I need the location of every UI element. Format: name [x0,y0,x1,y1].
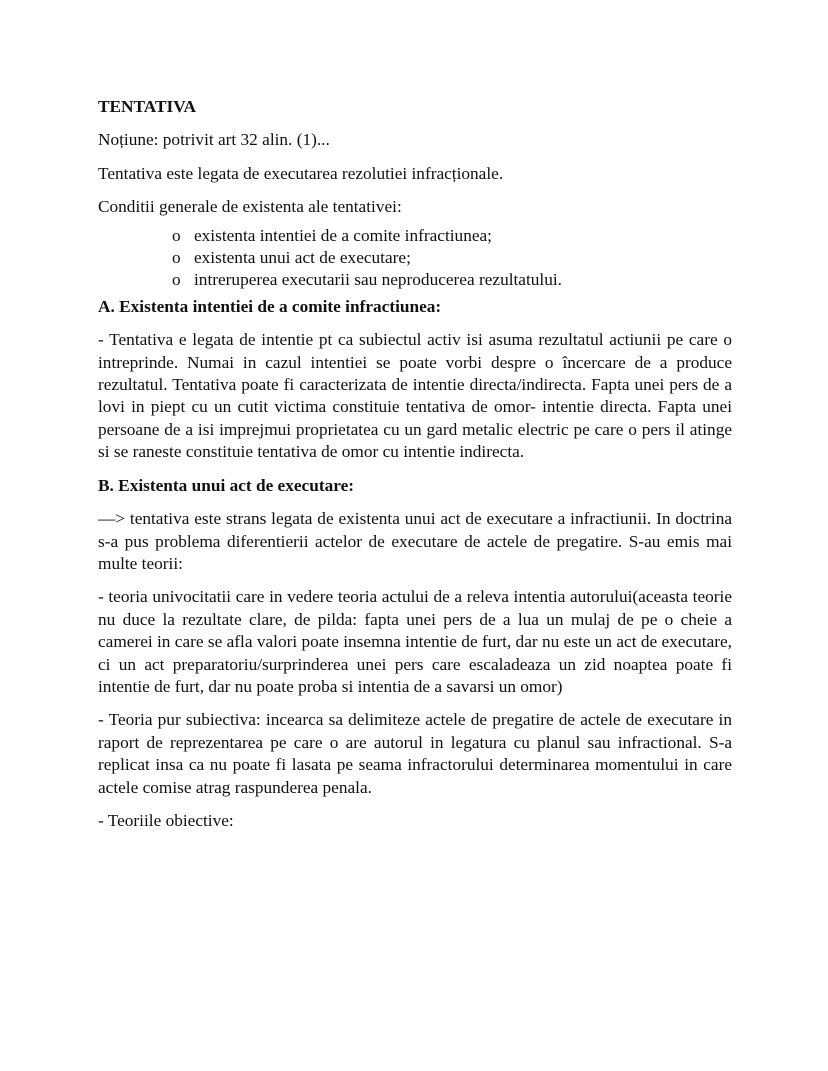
teoriile-obiective-paragraph: - Teoriile obiective: [98,810,234,830]
document-page [98,96,732,843]
list-item [170,225,732,247]
section-b-intro: —> tentativa este strans legata de existenta unui act de executare a infractiunii. In doctrina s-a pus problema diferentierii actelor de executare de actele de pregatire. S-au emis mai multe teorii: [98,509,732,573]
teoria-subiectiva-paragraph: - Teoria pur subiectiva: incearca sa delimiteze actele de pregatire de actele de executare in raport de reprezentarea pe care o are autorul in legatura cu planul sau infractional. S-a replicat insa ca nu poate fi lasata pe seama infractorului determinarea momentului in care actele comise atrag raspunderea penala. [98,710,732,797]
bullet-icon: o [172,225,181,245]
conditii-list [98,225,732,292]
teoria-univocitatii-paragraph: - teoria univocitatii care in vedere teoria actului de a releva intentia autorului(aceasta teorie nu duce la rezultate clare, de pilda: fapta unei pers de a lua un mulaj de pe o cheie a camerei in care se afla valori poate insemna intentie de furt, dar nu este un act de executare, ci un act preparatoriu/surprinderea unei pers care escaladeaza un zid noaptea poate fi intentie de furt, dar nu poate proba si intentia de a savarsi un omor) [98,587,732,696]
tentativa-legata-paragraph: Tentativa este legata de executarea rezolutiei infracționale. [98,163,504,183]
bullet-icon: o [172,248,181,268]
conditii-paragraph: Conditii generale de existenta ale tentativei: [98,197,402,217]
section-b-heading: B. Existenta unui act de executare: [98,475,354,495]
section-a-text: - Tentativa e legata de intentie pt ca subiectul activ isi asuma rezultatul actiunii pe care o intreprinde. Numai in cazul intentiei se poate vorbi despre o încercare de a produce rezultatul. Tentativa poate fi caracterizata de intentie directa/indirecta. Fapta unei pers de a lovi in piept cu un cutit victima constituie tentativa de omor- intentie directa. Fapta unei persoane de a isi imprejmui proprietatea cu un gard metalic electric pe care o pers il atinge si se raneste constituie tentativa de omor cu intentie indirecta. [98,330,732,462]
list-item [170,247,732,269]
list-item-text: existenta intentiei de a comite infractiunea; [194,225,492,245]
list-item-text: intreruperea executarii sau neproducerea rezultatului. [194,270,562,290]
bullet-icon: o [172,270,181,290]
notiune-paragraph: Noțiune: potrivit art 32 alin. (1)... [98,130,330,150]
document-title: TENTATIVA [98,97,196,116]
section-a-heading: A. Existenta intentiei de a comite infractiunea: [98,296,442,316]
list-item [170,269,732,291]
list-item-text: existenta unui act de executare; [194,248,411,268]
